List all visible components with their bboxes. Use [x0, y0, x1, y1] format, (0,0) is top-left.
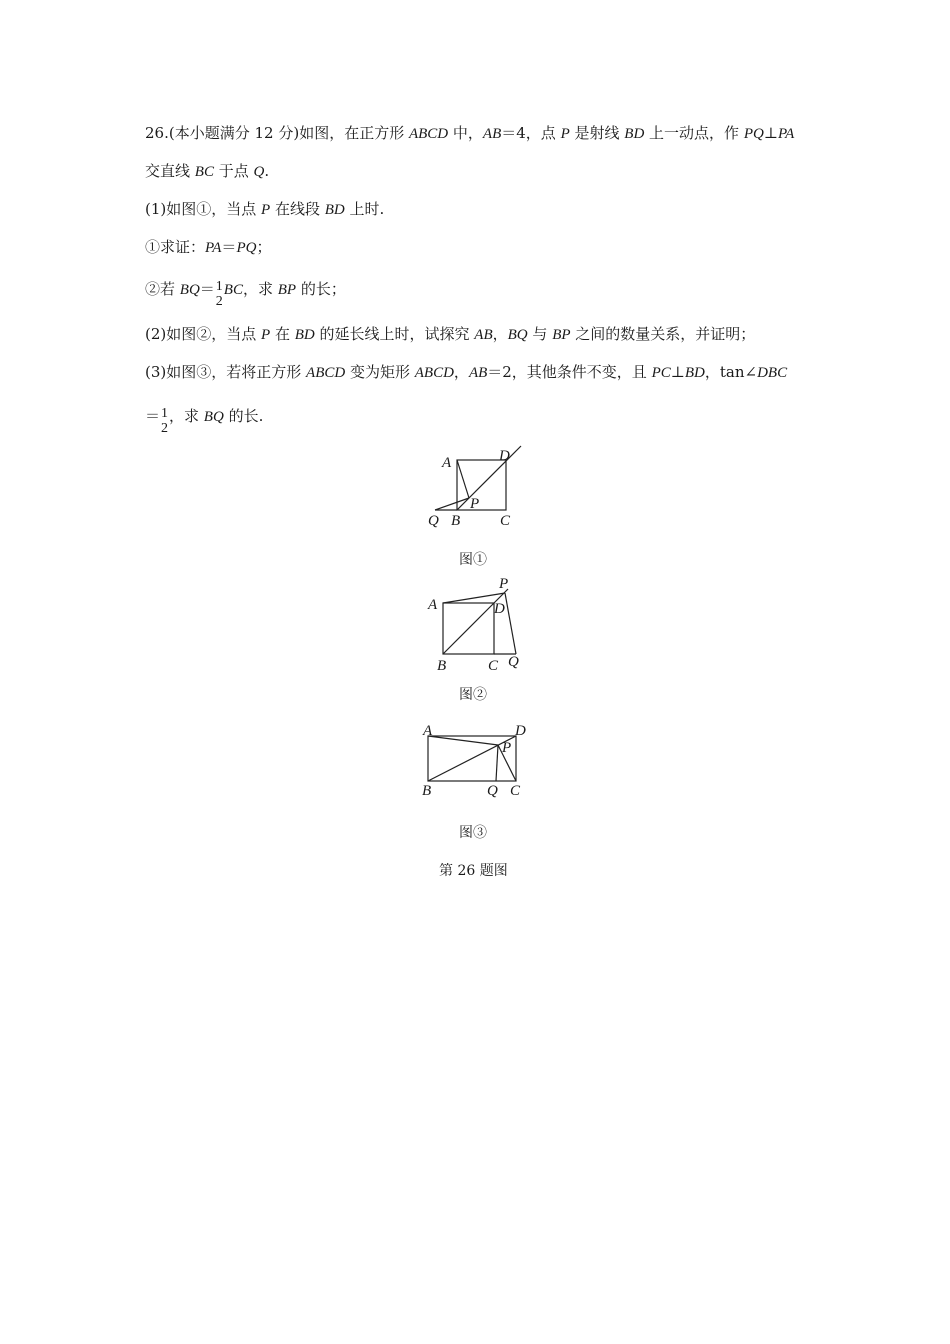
text: . [264, 162, 270, 180]
fig1-label-p: P [470, 496, 480, 512]
text: 上一动点，作 [644, 124, 744, 142]
perp-symbol: ⊥ [670, 363, 685, 381]
text: 中， [448, 124, 483, 142]
math-var: BC [194, 164, 214, 180]
text: ， [492, 325, 508, 343]
text: 于点 [213, 162, 254, 180]
text: ； [256, 238, 272, 256]
math-var: BQ [203, 409, 224, 425]
text: ，tan∠ [704, 363, 758, 381]
text: 在线段 [270, 200, 325, 218]
text: (3)如图③，若将正方形 [145, 363, 307, 381]
math-var: BD [624, 126, 645, 142]
figure-2-caption: 图② [459, 687, 487, 703]
fig1-label-c: C [500, 513, 511, 529]
math-var: BP [277, 282, 297, 298]
text: ＝2，其他条件不变，且 [487, 363, 652, 381]
math-var: P [261, 327, 271, 343]
math-var: BP [552, 327, 571, 343]
perp-symbol: ⊥ [763, 124, 778, 142]
figure-3-caption: 图③ [459, 825, 487, 841]
text: 如图，在正方形 [299, 124, 409, 142]
text: 在 [270, 325, 295, 343]
fig2-label-a: A [428, 597, 438, 613]
text: 交直线 [145, 162, 195, 180]
text: 之间的数量关系，并证明； [570, 325, 756, 343]
math-var: AB [482, 126, 502, 142]
fig1-label-q: Q [428, 513, 439, 529]
math-var: BC [223, 282, 243, 298]
fig3-label-a: A [423, 723, 433, 739]
math-var: PA [205, 240, 222, 256]
text: ＝ [221, 238, 237, 256]
math-var: DBC [757, 365, 788, 381]
fig3-label-p: P [502, 740, 512, 756]
text: 与 [527, 325, 553, 343]
problem-number: 26. [145, 124, 169, 142]
math-var: PQ [743, 126, 764, 142]
figure-group-caption: 第 26 题图 [439, 863, 508, 879]
fig3-label-q: Q [487, 783, 498, 799]
figure-1-caption: 图① [459, 552, 487, 568]
figure-2-geometry [443, 589, 516, 654]
math-var: P [560, 126, 570, 142]
text: 是射线 [569, 124, 625, 142]
fig3-label-d: D [515, 723, 526, 739]
fig2-label-d: D [494, 601, 505, 617]
fig3-label-c: C [510, 783, 521, 799]
math-var: PA [777, 126, 795, 142]
fig2-label-q: Q [508, 654, 519, 670]
text: ，求 [242, 280, 278, 298]
points-note: (本小题满分 12 分) [168, 124, 300, 142]
math-var: P [261, 202, 271, 218]
math-var: PC [651, 365, 671, 381]
math-var: BQ [507, 327, 528, 343]
math-var: BD [294, 327, 315, 343]
text: (1)如图①，当点 [145, 200, 262, 218]
text: 上时. [344, 200, 385, 218]
fig2-label-b: B [437, 658, 447, 674]
math-var: AB [468, 365, 488, 381]
fraction-denominator: 2 [215, 294, 223, 309]
math-var: Q [253, 164, 265, 180]
math-var: AB [474, 327, 493, 343]
fraction-denominator: 2 [161, 421, 169, 436]
text: ， [453, 363, 469, 381]
text: 的长. [223, 407, 264, 425]
fig3-label-b: B [422, 783, 432, 799]
math-var: ABCD [408, 126, 449, 142]
math-var: PQ [236, 240, 257, 256]
text: ＝4，点 [501, 124, 561, 142]
text: ①求证： [145, 238, 206, 256]
text: (2)如图②，当点 [145, 325, 262, 343]
fig1-label-a: A [442, 455, 452, 471]
fig1-label-b: B [451, 513, 461, 529]
fig2-label-c: C [488, 658, 499, 674]
text: ＝ [199, 280, 215, 298]
text: 的长； [296, 280, 346, 298]
math-var: ABCD [306, 365, 346, 381]
fig2-label-p: P [499, 576, 509, 592]
fig1-label-d: D [499, 448, 510, 464]
fraction-numerator: 1 [215, 279, 223, 294]
fraction-numerator: 1 [161, 406, 169, 421]
math-var: BD [684, 365, 705, 381]
text: ＝ [145, 407, 161, 425]
text: ，求 [169, 407, 204, 425]
text: 的延长线上时，试探究 [314, 325, 475, 343]
math-var: BD [324, 202, 345, 218]
text: 变为矩形 [345, 363, 415, 381]
text: ②若 [145, 280, 180, 298]
math-var: ABCD [414, 365, 454, 381]
math-var: BQ [179, 282, 200, 298]
